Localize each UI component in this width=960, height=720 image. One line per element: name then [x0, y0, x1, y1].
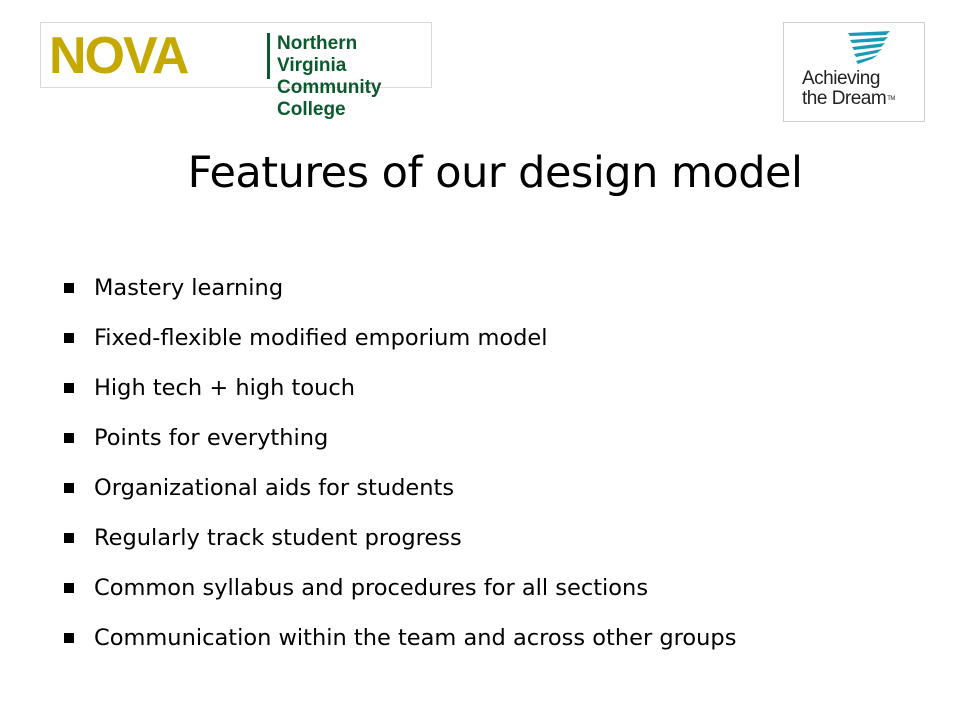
bullet-item — [60, 613, 736, 663]
square-bullet-icon — [64, 583, 74, 593]
bullet-text: Mastery learning — [94, 275, 284, 301]
bullet-text: Common syllabus and procedures for all sections — [94, 575, 649, 601]
bullet-item — [60, 513, 736, 563]
slide-title: Features of our design model — [187, 148, 803, 198]
nova-logo-name-line2: Community College — [277, 77, 382, 120]
nova-logo-name-line1: Northern Virginia — [277, 33, 358, 76]
achieving-the-dream-wing-icon — [842, 31, 894, 69]
achieving-the-dream-logo — [783, 22, 925, 122]
bullet-item — [60, 263, 736, 313]
bullet-text: Communication within the team and across other groups — [94, 625, 737, 651]
nova-logo-name — [277, 33, 431, 121]
bullet-list — [60, 263, 736, 663]
square-bullet-icon — [64, 533, 74, 543]
square-bullet-icon — [64, 383, 74, 393]
bullet-text: Fixed-flexible modified emporium model — [94, 325, 548, 351]
achieving-the-dream-text — [802, 69, 895, 109]
bullet-item — [60, 313, 736, 363]
bullet-text: High tech + high touch — [94, 375, 356, 401]
square-bullet-icon — [64, 483, 74, 493]
square-bullet-icon — [64, 283, 74, 293]
bullet-item — [60, 463, 736, 513]
square-bullet-icon — [64, 433, 74, 443]
atd-line2: the Dream™ — [802, 88, 895, 109]
bullet-item — [60, 563, 736, 613]
nova-logo-divider — [267, 33, 270, 79]
square-bullet-icon — [64, 333, 74, 343]
bullet-text: Regularly track student progress — [94, 525, 462, 551]
nova-logo — [40, 22, 432, 120]
trademark-mark: TM — [887, 96, 895, 102]
bullet-item — [60, 363, 736, 413]
bullet-text: Points for everything — [94, 425, 329, 451]
square-bullet-icon — [64, 633, 74, 643]
nova-logo-word: NOVA — [49, 27, 188, 85]
atd-line1: Achieving — [802, 68, 880, 89]
bullet-text: Organizational aids for students — [94, 475, 455, 501]
bullet-item — [60, 413, 736, 463]
